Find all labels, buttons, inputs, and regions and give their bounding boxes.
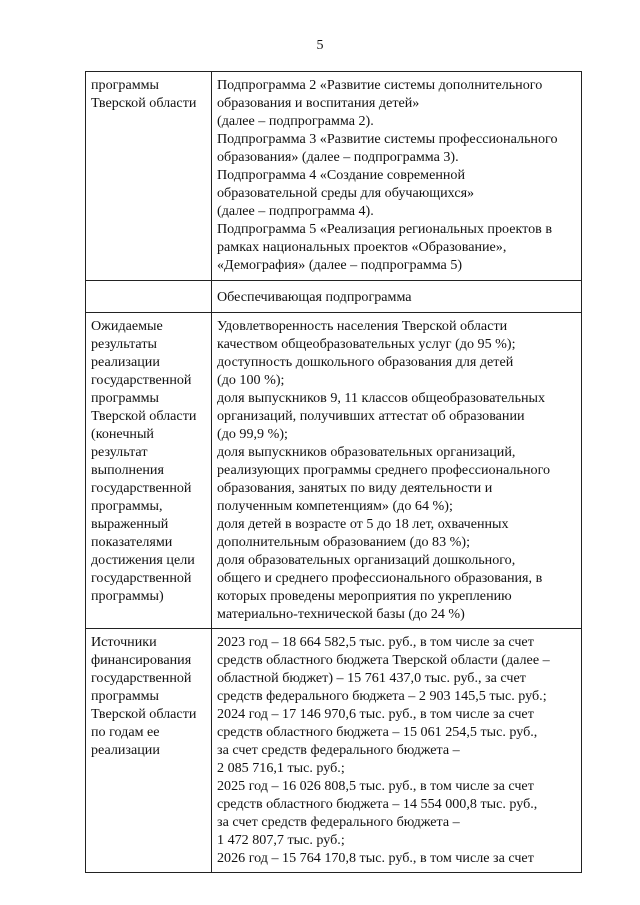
row-label-cell	[86, 72, 212, 281]
label-line: государственной	[91, 372, 192, 388]
content-line: Обеспечивающая подпрограмма	[217, 289, 412, 305]
content-line: образовательной среды для обучающихся»	[217, 185, 475, 201]
content-line: которых проведены мероприятия по укреплению	[217, 588, 512, 604]
label-line: государственной	[91, 480, 192, 496]
content-line: Подпрограмма 2 «Развитие системы дополнительного	[217, 77, 543, 93]
content-line: 2 085 716,1 тыс. руб.;	[217, 760, 345, 776]
label-line: достижения цели	[91, 552, 195, 568]
label-line: государственной	[91, 670, 192, 686]
row-label-cell	[86, 281, 212, 313]
label-line: результат	[91, 444, 148, 460]
table-row	[86, 281, 582, 313]
content-line: образования» (далее – подпрограмма 3).	[217, 149, 459, 165]
content-line: доступность дошкольного образования для детей	[217, 354, 514, 370]
label-line: выраженный	[91, 516, 169, 532]
content-line: качеством общеобразовательных услуг (до 95 %);	[217, 336, 516, 352]
content-line: средств областного бюджета Тверской области (далее –	[217, 652, 550, 668]
content-line: 2025 год – 16 026 808,5 тыс. руб., в том числе за счет	[217, 778, 534, 794]
content-line: доля выпускников образовательных организаций,	[217, 444, 516, 460]
content-line: доля детей в возрасте от 5 до 18 лет, охваченных	[217, 516, 509, 532]
content-line: (далее – подпрограмма 2).	[217, 113, 374, 129]
table-row	[86, 629, 582, 873]
content-line: за счет средств федерального бюджета –	[217, 814, 460, 830]
content-line: Подпрограмма 4 «Создание современной	[217, 167, 466, 183]
row-content-cell	[212, 72, 582, 281]
content-line: (далее – подпрограмма 4).	[217, 203, 374, 219]
content-line: 2023 год – 18 664 582,5 тыс. руб., в том числе за счет	[217, 634, 534, 650]
label-line: программы	[91, 390, 160, 406]
passport-table	[85, 71, 582, 873]
table-row	[86, 72, 582, 281]
content-line: реализующих программы среднего профессионального	[217, 462, 551, 478]
content-line: рамках национальных проектов «Образование»,	[217, 239, 507, 255]
label-line: Тверской области	[91, 408, 197, 424]
content-line: «Демография» (далее – подпрограмма 5)	[217, 257, 463, 273]
content-line: организаций, получивших аттестат об образовании	[217, 408, 525, 424]
content-line: образования, занятых по виду деятельности и	[217, 480, 493, 496]
label-line: Тверской области	[91, 95, 197, 111]
content-line: Подпрограмма 3 «Развитие системы профессионального	[217, 131, 558, 147]
content-line: образования и воспитания детей»	[217, 95, 420, 111]
row-label-cell	[86, 313, 212, 629]
content-line: (до 100 %);	[217, 372, 285, 388]
content-line: средств областного бюджета – 14 554 000,8 тыс. руб.,	[217, 796, 538, 812]
label-line: результаты	[91, 336, 157, 352]
content-line: полученным компетенциям» (до 64 %);	[217, 498, 453, 514]
label-line: показателями	[91, 534, 173, 550]
content-line: материально-технической базы (до 24 %)	[217, 606, 465, 622]
label-line: по годам ее	[91, 724, 160, 740]
label-line: программы	[91, 688, 160, 704]
page-number: 5	[316, 38, 324, 53]
content-line: 2024 год – 17 146 970,6 тыс. руб., в том числе за счет	[217, 706, 534, 722]
content-line: дополнительным образованием (до 83 %);	[217, 534, 471, 550]
content-line: доля выпускников 9, 11 классов общеобразовательных	[217, 390, 546, 406]
content-line: за счет средств федерального бюджета –	[217, 742, 460, 758]
label-line: Источники	[91, 634, 157, 650]
content-line: доля образовательных организаций дошкольного,	[217, 552, 516, 568]
label-line: программы)	[91, 588, 164, 604]
content-line: Подпрограмма 5 «Реализация региональных проектов в	[217, 221, 553, 237]
content-line: областной бюджет) – 15 761 437,0 тыс. руб., за счет	[217, 670, 526, 686]
label-line: программы	[91, 77, 160, 93]
label-line: выполнения	[91, 462, 164, 478]
label-line: Ожидаемые	[91, 318, 163, 334]
content-line: (до 99,9 %);	[217, 426, 288, 442]
content-line: 2026 год – 15 764 170,8 тыс. руб., в том числе за счет	[217, 850, 534, 866]
content-line: 1 472 807,7 тыс. руб.;	[217, 832, 345, 848]
row-content-cell	[212, 313, 582, 629]
content-line: Удовлетворенность населения Тверской области	[217, 318, 508, 334]
label-line: финансирования	[91, 652, 192, 668]
label-line: Тверской области	[91, 706, 197, 722]
content-line: средств федерального бюджета – 2 903 145,5 тыс. руб.;	[217, 688, 547, 704]
content-line: общего и среднего профессионального образования, в	[217, 570, 543, 586]
label-line: реализации	[91, 354, 160, 370]
table-row	[86, 313, 582, 629]
row-label-cell	[86, 629, 212, 873]
row-content-cell	[212, 629, 582, 873]
row-content-cell	[212, 281, 582, 313]
content-line: средств областного бюджета – 15 061 254,5 тыс. руб.,	[217, 724, 538, 740]
label-line: (конечный	[91, 426, 154, 442]
label-line: государственной	[91, 570, 192, 586]
label-line: программы,	[91, 498, 163, 514]
label-line: реализации	[91, 742, 160, 758]
